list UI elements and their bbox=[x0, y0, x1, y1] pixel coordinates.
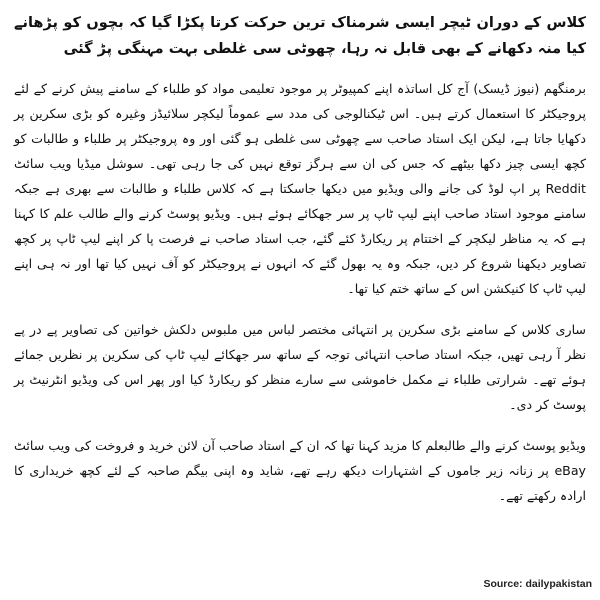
source-credit: Source: dailypakistan bbox=[483, 578, 592, 590]
article-paragraph-1: برمنگھم (نیوز ڈیسک) آج کل اساتذہ اپنے کمپیوٹر پر موجود تعلیمی مواد کو طلباء کے سامنے پیش کرنے کے لئے پروجیکٹر کا استعمال کرتے ہیں۔ اس ٹیکنالوجی کی مدد سے عموماً لیکچر سلائیڈز وغیرہ کو بڑی سکرین پر دکھایا جاتا ہے، لیکن ایک استاد صاحب سے چھوٹی سی غلطی ہو گئی اور وہ پروجیکٹر پر طلباء و طالبات کو کچھ ایسی چیز دکھا بیٹھے کہ جس کی ان سے ہرگز توقع نہیں کی جا رہی تھی۔ سوشل میڈیا ویب سائٹ Reddit پر اپ لوڈ کی جانے والی ویڈیو میں دیکھا جاسکتا ہے کہ کلاس طلباء و طالبات سے بھری ہے جبکہ سامنے موجود استاد صاحب اپنے لیپ ٹاپ پر سر جھکائے ہوئے ہیں۔ ویڈیو پوسٹ کرنے والے طالب علم کا کہنا ہے کہ یہ مناظر لیکچر کے اختتام پر ریکارڈ کئے گئے، جب استاد صاحب نے فرصت پا کر اپنے لیپ ٹاپ پر کچھ تصاویر دیکھنا شروع کر دیں، جبکہ وہ یہ بھول گئے کہ انہوں نے پروجیکٹر کو آف نہیں کیا تھا اور نہ ہی اپنے لیپ ٹاپ کا کنیکشن اس کے ساتھ ختم کیا تھا۔ bbox=[14, 81, 586, 296]
article-paragraph-2: ساری کلاس کے سامنے بڑی سکرین پر انتہائی مختصر لباس میں ملبوس دلکش خواتین کی تصاویر پے در پے نظر آ رہی تھیں، جبکہ استاد صاحب انتہائی توجہ کے ساتھ سر جھکائے لیپ ٹاپ کی سکرین پر نظریں جمائے ہوئے تھے۔ شرارتی طلباء نے مکمل خاموشی سے سارے منظر کو ریکارڈ کیا اور پھر اس کی ویڈیو انٹرنیٹ پر پوسٹ کر دی۔ bbox=[14, 322, 586, 412]
article-headline: کلاس کے دوران ٹیچر ایسی شرمناک ترین حرکت کرتا پکڑا گیا کہ بچوں کو پڑھانے کیا منہ دکھانے کے بھی قابل نہ رہا، چھوٹی سی غلطی بہت مہنگی پڑ گئی bbox=[14, 15, 586, 57]
article-paragraph-3: ویڈیو پوسٹ کرنے والے طالبعلم کا مزید کہنا تھا کہ ان کے استاد صاحب آن لائن خرید و فروخت کی ویب سائٹ eBay پر زنانہ زیر جاموں کے اشتہارات دیکھ رہے تھے، شاید وہ اپنی بیگم صاحبہ کے لئے کچھ خریداری کا ارادہ رکھتے تھے۔ bbox=[14, 438, 586, 503]
